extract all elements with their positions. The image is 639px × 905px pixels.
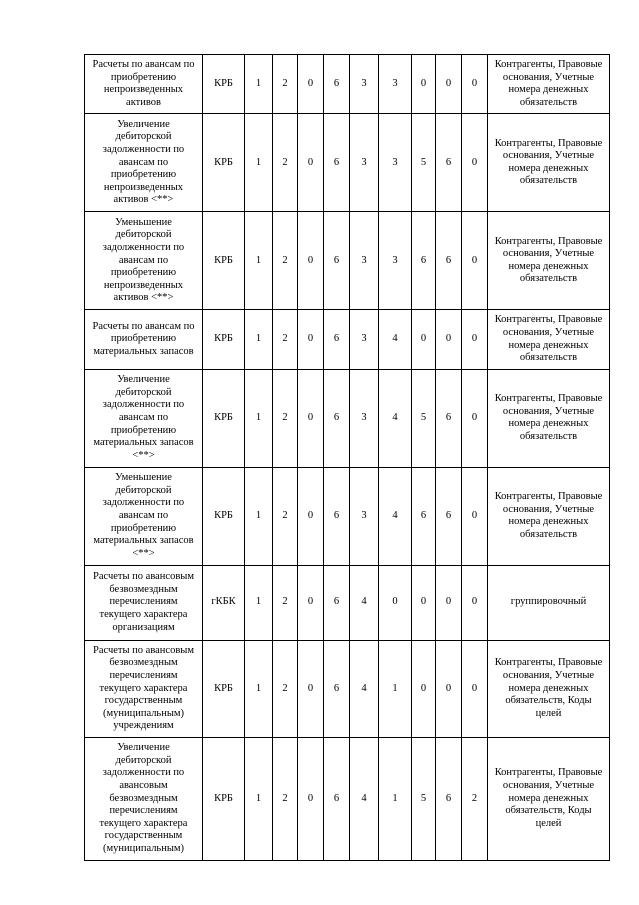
account-type-cell: КРБ [203, 114, 245, 212]
account-code-digit-cell: 0 [462, 565, 488, 640]
account-code-digit-cell: 6 [324, 212, 350, 310]
account-code-digit-cell: 1 [245, 310, 273, 369]
account-type-cell: КРБ [203, 640, 245, 737]
accounts-table [84, 54, 610, 861]
account-code-digit-cell: 1 [245, 737, 273, 860]
account-code-digit-cell: 3 [350, 310, 379, 369]
account-code-digit-cell: 1 [245, 640, 273, 737]
account-code-digit-cell: 4 [350, 737, 379, 860]
account-code-digit-cell: 0 [462, 467, 488, 565]
account-type-cell: КРБ [203, 467, 245, 565]
account-name-cell: Уменьшение дебиторской задолженности по авансам по приобретению непроизведенных активов <**> [85, 212, 203, 310]
account-code-digit-cell: 6 [436, 467, 462, 565]
account-code-digit-cell: 2 [273, 467, 298, 565]
account-code-digit-cell: 4 [379, 369, 412, 467]
account-code-digit-cell: 6 [324, 565, 350, 640]
account-code-digit-cell: 6 [436, 737, 462, 860]
analytics-cell: группировочный [488, 565, 610, 640]
account-code-digit-cell: 1 [245, 565, 273, 640]
account-code-digit-cell: 0 [436, 640, 462, 737]
account-code-digit-cell: 0 [298, 369, 324, 467]
account-code-digit-cell: 0 [412, 565, 436, 640]
table-row [85, 467, 610, 565]
analytics-cell: Контрагенты, Правовые основания, Учетные номера денежных обязательств [488, 467, 610, 565]
account-code-digit-cell: 0 [462, 212, 488, 310]
account-code-digit-cell: 0 [298, 640, 324, 737]
account-code-digit-cell: 3 [379, 212, 412, 310]
account-code-digit-cell: 2 [273, 114, 298, 212]
account-code-digit-cell: 1 [379, 737, 412, 860]
account-code-digit-cell: 6 [436, 212, 462, 310]
account-type-cell: КРБ [203, 55, 245, 114]
account-name-cell: Расчеты по авансовым безвозмездным перечислениям текущего характера организациям [85, 565, 203, 640]
account-code-digit-cell: 0 [436, 55, 462, 114]
account-name-cell: Увеличение дебиторской задолженности по авансам по приобретению материальных запасов <**> [85, 369, 203, 467]
account-code-digit-cell: 5 [412, 369, 436, 467]
account-code-digit-cell: 0 [436, 565, 462, 640]
table-row [85, 565, 610, 640]
account-code-digit-cell: 1 [245, 369, 273, 467]
analytics-cell: Контрагенты, Правовые основания, Учетные номера денежных обязательств [488, 212, 610, 310]
account-code-digit-cell: 0 [436, 310, 462, 369]
account-code-digit-cell: 1 [379, 640, 412, 737]
table-row [85, 114, 610, 212]
analytics-cell: Контрагенты, Правовые основания, Учетные номера денежных обязательств [488, 369, 610, 467]
analytics-cell: Контрагенты, Правовые основания, Учетные номера денежных обязательств [488, 310, 610, 369]
account-code-digit-cell: 0 [412, 55, 436, 114]
account-code-digit-cell: 6 [436, 369, 462, 467]
account-name-cell: Расчеты по авансам по приобретению непроизведенных активов [85, 55, 203, 114]
account-code-digit-cell: 0 [412, 640, 436, 737]
account-code-digit-cell: 0 [298, 114, 324, 212]
account-code-digit-cell: 0 [462, 114, 488, 212]
account-code-digit-cell: 0 [462, 640, 488, 737]
account-code-digit-cell: 2 [273, 212, 298, 310]
account-code-digit-cell: 2 [273, 310, 298, 369]
account-type-cell: КРБ [203, 212, 245, 310]
table-row [85, 640, 610, 737]
account-code-digit-cell: 4 [379, 310, 412, 369]
account-code-digit-cell: 2 [273, 369, 298, 467]
account-code-digit-cell: 3 [350, 114, 379, 212]
account-code-digit-cell: 2 [273, 55, 298, 114]
account-code-digit-cell: 0 [298, 212, 324, 310]
account-type-cell: гКБК [203, 565, 245, 640]
account-code-digit-cell: 0 [298, 737, 324, 860]
account-code-digit-cell: 0 [298, 55, 324, 114]
account-code-digit-cell: 0 [412, 310, 436, 369]
analytics-cell: Контрагенты, Правовые основания, Учетные номера денежных обязательств [488, 114, 610, 212]
account-code-digit-cell: 3 [350, 369, 379, 467]
account-code-digit-cell: 2 [462, 737, 488, 860]
table-row [85, 212, 610, 310]
account-code-digit-cell: 4 [379, 467, 412, 565]
account-code-digit-cell: 3 [350, 212, 379, 310]
account-type-cell: КРБ [203, 310, 245, 369]
account-name-cell: Расчеты по авансам по приобретению материальных запасов [85, 310, 203, 369]
account-code-digit-cell: 0 [298, 467, 324, 565]
account-code-digit-cell: 3 [350, 55, 379, 114]
analytics-cell: Контрагенты, Правовые основания, Учетные номера денежных обязательств [488, 55, 610, 114]
account-code-digit-cell: 1 [245, 114, 273, 212]
account-code-digit-cell: 6 [324, 640, 350, 737]
account-code-digit-cell: 6 [324, 369, 350, 467]
account-code-digit-cell: 3 [379, 114, 412, 212]
account-code-digit-cell: 2 [273, 640, 298, 737]
account-code-digit-cell: 1 [245, 55, 273, 114]
account-code-digit-cell: 6 [436, 114, 462, 212]
account-code-digit-cell: 6 [412, 212, 436, 310]
analytics-cell: Контрагенты, Правовые основания, Учетные номера денежных обязательств, Коды целей [488, 737, 610, 860]
account-name-cell: Увеличение дебиторской задолженности по авансовым безвозмездным перечислениям текущего характера государственным (муниципальным) [85, 737, 203, 860]
account-code-digit-cell: 1 [245, 212, 273, 310]
account-code-digit-cell: 1 [245, 467, 273, 565]
account-code-digit-cell: 6 [324, 467, 350, 565]
table-row [85, 369, 610, 467]
account-code-digit-cell: 2 [273, 737, 298, 860]
account-code-digit-cell: 0 [298, 310, 324, 369]
account-code-digit-cell: 6 [324, 55, 350, 114]
account-code-digit-cell: 6 [324, 114, 350, 212]
account-name-cell: Расчеты по авансовым безвозмездным перечислениям текущего характера государственным (муниципальным) учреждениям [85, 640, 203, 737]
account-code-digit-cell: 5 [412, 114, 436, 212]
account-type-cell: КРБ [203, 369, 245, 467]
account-code-digit-cell: 0 [298, 565, 324, 640]
account-code-digit-cell: 0 [379, 565, 412, 640]
account-name-cell: Увеличение дебиторской задолженности по авансам по приобретению непроизведенных активов <**> [85, 114, 203, 212]
account-code-digit-cell: 6 [324, 737, 350, 860]
table-row [85, 737, 610, 860]
account-code-digit-cell: 0 [462, 55, 488, 114]
account-code-digit-cell: 0 [462, 310, 488, 369]
table-row [85, 310, 610, 369]
account-type-cell: КРБ [203, 737, 245, 860]
account-name-cell: Уменьшение дебиторской задолженности по авансам по приобретению материальных запасов <**> [85, 467, 203, 565]
analytics-cell: Контрагенты, Правовые основания, Учетные номера денежных обязательств, Коды целей [488, 640, 610, 737]
account-code-digit-cell: 4 [350, 640, 379, 737]
table-row [85, 55, 610, 114]
account-code-digit-cell: 3 [350, 467, 379, 565]
account-code-digit-cell: 4 [350, 565, 379, 640]
account-code-digit-cell: 2 [273, 565, 298, 640]
account-code-digit-cell: 0 [462, 369, 488, 467]
account-code-digit-cell: 6 [412, 467, 436, 565]
account-code-digit-cell: 6 [324, 310, 350, 369]
account-code-digit-cell: 5 [412, 737, 436, 860]
account-code-digit-cell: 3 [379, 55, 412, 114]
